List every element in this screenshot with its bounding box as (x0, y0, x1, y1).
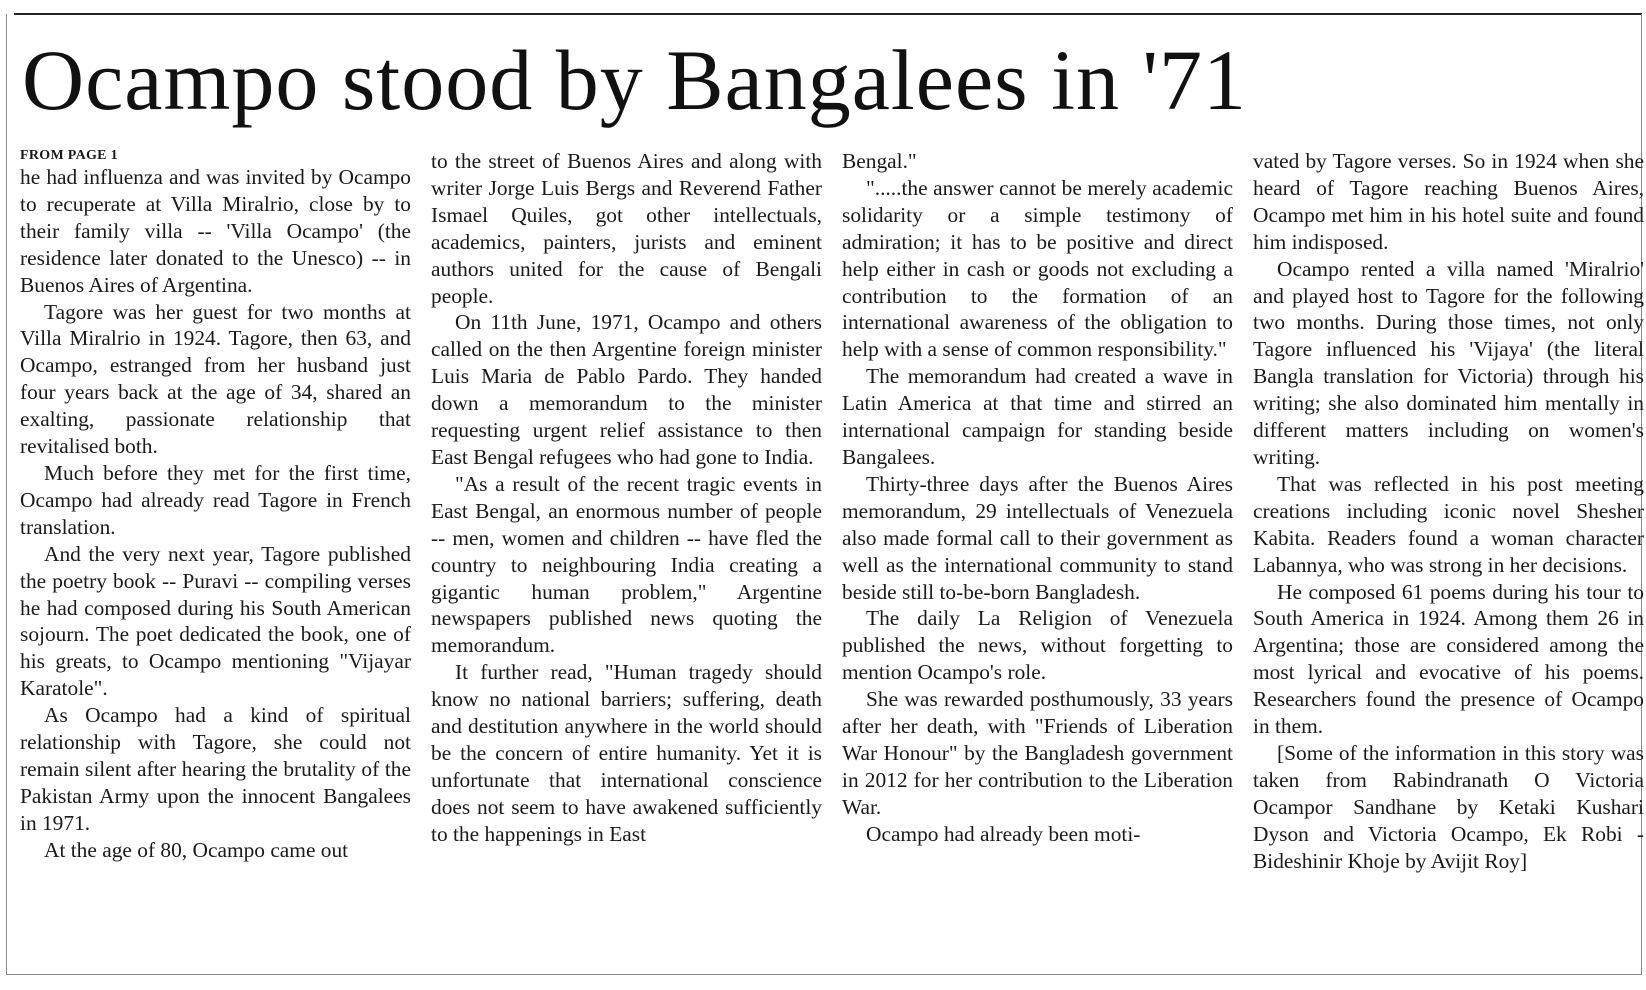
paragraph: Ocampo rented a villa named 'Miralrio' and played host to Tagore for the following two months. During those times, not only Tagore influenced his 'Vijaya' (the literal Bangla translation for Victoria) through his writing; she also dominated him mentally in different matters including on women's writing. (1253, 256, 1644, 469)
column-2 (431, 148, 822, 968)
paragraph: Bengal." (842, 149, 917, 173)
paragraph: He composed 61 poems during his tour to South America in 1924. Among them 26 in Argentina; those are considered among the most lyrical and evocative of his poems. Researchers found the presence of Ocampo in them. (1253, 579, 1644, 739)
left-border (6, 14, 7, 974)
paragraph: As Ocampo had a kind of spiritual relationship with Tagore, she could not remain silent after hearing the brutality of the Pakistan Army upon the innocent Bangalees in 1971. (20, 703, 411, 835)
paragraph: he had influenza and was invited by Ocampo to recuperate at Villa Miralrio, close by to their family villa -- 'Villa Ocampo' (the residence later donated to the Unesco) -- in Buenos Aires of Argentina. (20, 165, 411, 297)
paragraph: vated by Tagore verses. So in 1924 when she heard of Tagore reaching Buenos Aires, Ocampo met him in his hotel suite and found him indisposed. (1253, 149, 1644, 254)
column-3 (842, 148, 1233, 968)
column-4 (1253, 148, 1644, 968)
headline: Ocampo stood by Bangalees in '71 (22, 32, 1247, 128)
paragraph: "As a result of the recent tragic events in East Bengal, an enormous number of people -- men, women and children -- have fled the country to neighbouring India creating a gigantic human problem," Argentine newspapers published news quoting the memorandum. (431, 471, 822, 658)
column-1 (20, 148, 411, 968)
paragraph: On 11th June, 1971, Ocampo and others called on the then Argentine foreign minister Luis Maria de Pablo Pardo. They handed down a memorandum to the minister requesting urgent relief assistance to then East Bengal refugees who had gone to India. (431, 310, 822, 469)
paragraph: Thirty-three days after the Buenos Aires memorandum, 29 intellectuals of Venezuela also made formal call to their government as well as the international community to stand beside still to-be-born Bangladesh. (842, 471, 1233, 604)
paragraph: That was reflected in his post meeting creations including iconic novel Shesher Kabita. Readers found a woman character Labannya, who was strong in her decisions. (1253, 471, 1644, 577)
paragraph: to the street of Buenos Aires and along with writer Jorge Luis Bergs and Reverend Father Ismael Quiles, got other intellectuals, academics, painters, jurists and eminent authors united for the cause of Bengali people. (431, 149, 822, 308)
paragraph: Much before they met for the first time, Ocampo had already read Tagore in French translation. (20, 460, 411, 539)
article-body (20, 148, 1644, 968)
paragraph: The memorandum had created a wave in Latin America at that time and stirred an international campaign for standing beside Bangalees. (842, 364, 1233, 469)
kicker: FROM PAGE 1 (20, 148, 118, 163)
bottom-border (6, 974, 1642, 975)
paragraph: She was rewarded posthumously, 33 years after her death, with "Friends of Liberation War Honour" by the Bangladesh government in 2012 for her contribution to the Liberation War. (842, 687, 1233, 819)
top-rule (14, 13, 1642, 15)
paragraph: [Some of the information in this story was taken from Rabindranath O Victoria Ocampor Sandhane by Ketaki Kushari Dyson and Victoria Ocampo, Ek Robi -Bideshinir Khoje by Avijit Roy] (1253, 740, 1644, 873)
paragraph: The daily La Religion of Venezuela published the news, without forgetting to mention Ocampo's role. (842, 606, 1233, 685)
paragraph: It further read, "Human tragedy should know no national barriers; suffering, death and destitution anywhere in the world should be the concern of entire humanity. Yet it is unfortunate that international conscience does not seem to have awakened sufficiently to the happenings in East (431, 660, 822, 846)
paragraph: Tagore was her guest for two months at Villa Miralrio in 1924. Tagore, then 63, and Ocampo, estranged from her husband just four years back at the age of 34, shared an exalting, passionate relationship that revitalised both. (20, 299, 411, 459)
paragraph: At the age of 80, Ocampo came out (44, 837, 349, 862)
paragraph: And the very next year, Tagore published the poetry book -- Puravi -- compiling verses he had composed during his South American sojourn. The poet dedicated the book, one of his greats, to Ocampo mentioning "Vijayar Karatole". (20, 541, 411, 701)
paragraph: ".....the answer cannot be merely academic solidarity or a simple testimony of admiration; it has to be positive and direct help either in cash or goods not excluding a contribution to the formation of an international awareness of the obligation to help with a sense of common responsibility." (842, 175, 1233, 362)
paragraph: Ocampo had already been moti- (866, 821, 1141, 846)
